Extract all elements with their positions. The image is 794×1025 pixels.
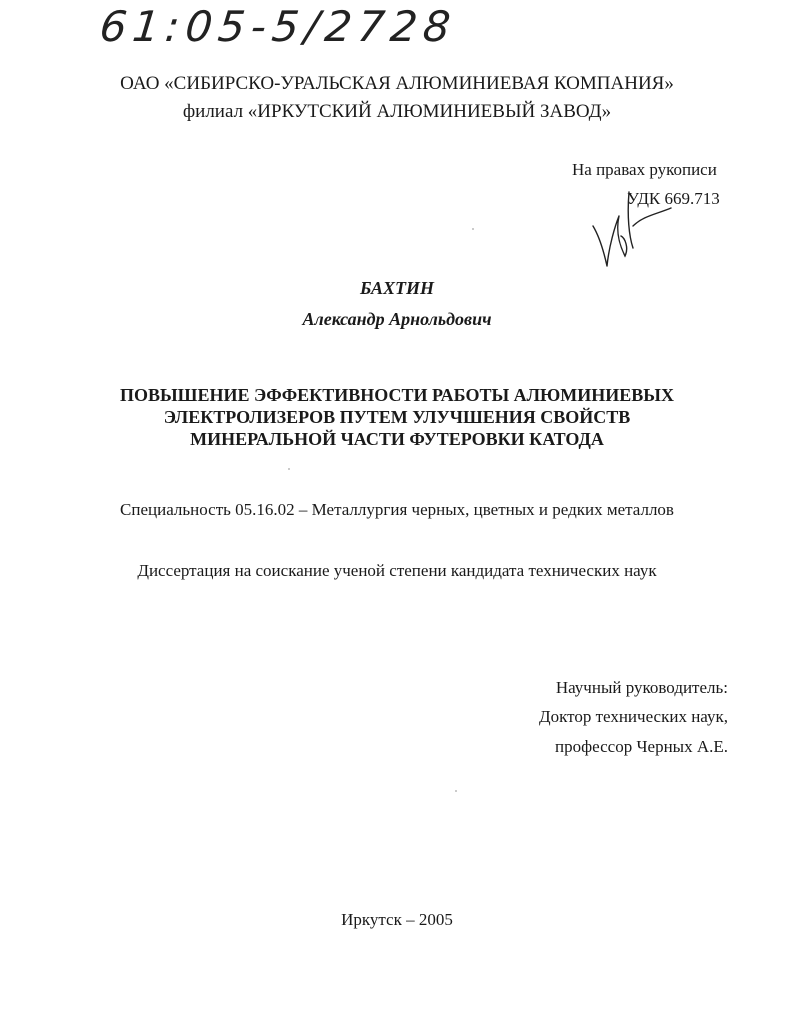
udk-code: УДК 669.713	[627, 189, 720, 208]
supervisor-degree: Доктор технических наук,	[539, 707, 728, 726]
title-line: ЭЛЕКТРОЛИЗЕРОВ ПУТЕМ УЛУЧШЕНИЯ СВОЙСТВ	[163, 407, 631, 427]
city-year: Иркутск – 2005	[341, 910, 453, 929]
supervisor-name: профессор Черных А.Е.	[555, 737, 728, 756]
dissertation-title	[0, 384, 794, 450]
title-line: ПОВЫШЕНИЕ ЭФФЕКТИВНОСТИ РАБОТЫ АЛЮМИНИЕВЫХ	[120, 385, 674, 405]
signature-image	[585, 186, 675, 276]
organization-branch: филиал «ИРКУТСКИЙ АЛЮМИНИЕВЫЙ ЗАВОД»	[182, 101, 612, 122]
handwritten-catalog-number: 61:05-5/2728	[97, 2, 459, 51]
scan-speck	[472, 228, 474, 230]
author-name: Александр Арнольдович	[302, 309, 492, 329]
scan-speck	[455, 790, 457, 792]
author-surname: БАХТИН	[360, 278, 434, 298]
manuscript-rights-note: На правах рукописи	[572, 160, 717, 179]
scan-speck	[288, 468, 290, 470]
organization-name: ОАО «СИБИРСКО-УРАЛЬСКАЯ АЛЮМИНИЕВАЯ КОМПАНИЯ»	[120, 73, 674, 94]
supervisor-label: Научный руководитель:	[555, 678, 728, 697]
dissertation-degree-line: Диссертация на соискание ученой степени кандидата технических наук	[137, 561, 657, 580]
specialty-line: Специальность 05.16.02 – Металлургия черных, цветных и редких металлов	[120, 500, 674, 519]
title-line: МИНЕРАЛЬНОЙ ЧАСТИ ФУТЕРОВКИ КАТОДА	[190, 429, 604, 449]
